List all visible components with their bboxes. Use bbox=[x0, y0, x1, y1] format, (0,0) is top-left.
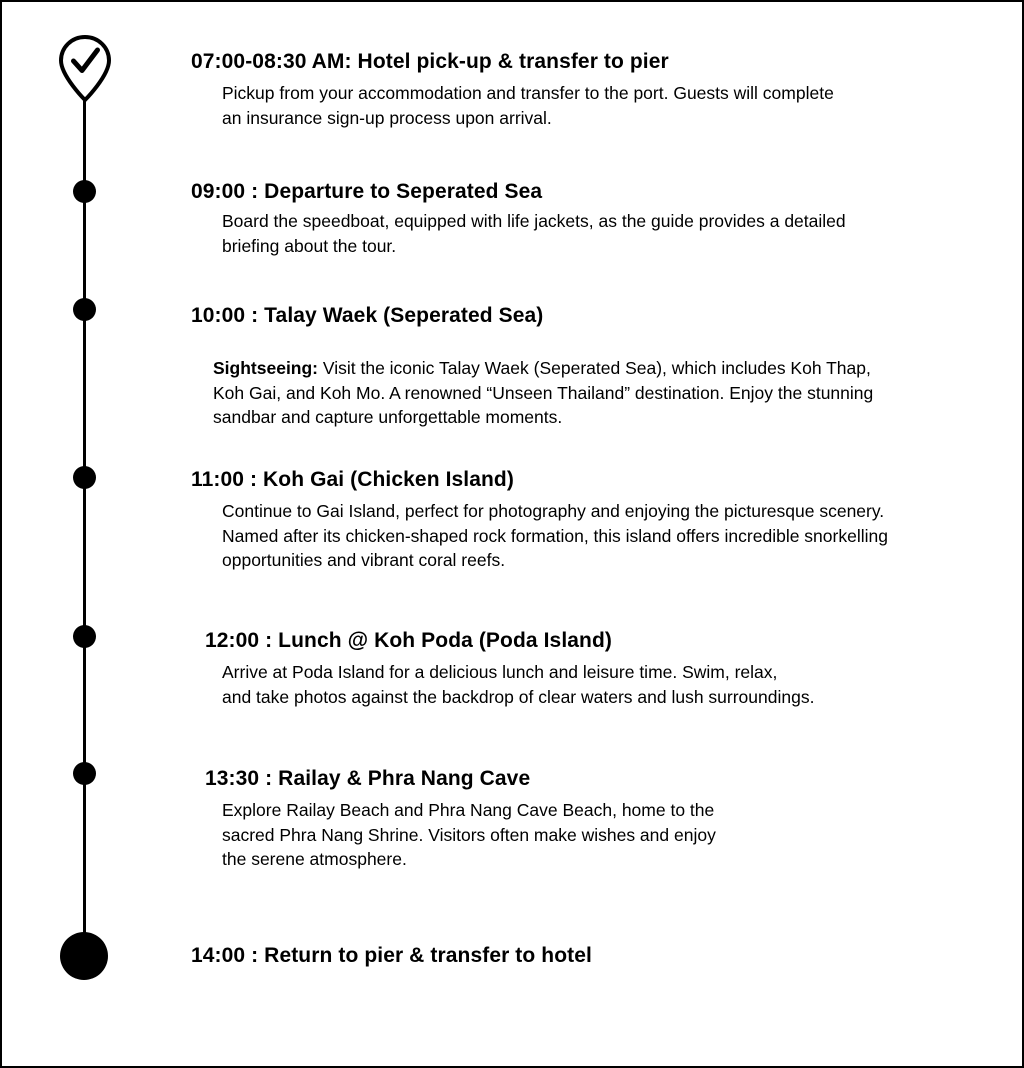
timeline-dot-icon bbox=[73, 625, 96, 648]
timeline-dot-icon bbox=[73, 762, 96, 785]
description-line: sacred Phra Nang Shrine. Visitors often make wishes and enjoy bbox=[222, 824, 716, 845]
description-line: sandbar and capture unforgettable moments. bbox=[213, 407, 563, 427]
stop-title: 14:00 : Return to pier & transfer to hotel bbox=[191, 944, 592, 967]
description-text: Visit the iconic Talay Waek (Seperated Sea), which includes Koh Thap, bbox=[318, 358, 871, 378]
description-line: and take photos against the backdrop of clear waters and lush surroundings. bbox=[222, 686, 815, 707]
timeline-dot-icon bbox=[73, 180, 96, 203]
timeline-line bbox=[83, 97, 86, 957]
stop-title: 10:00 : Talay Waek (Seperated Sea) bbox=[191, 304, 544, 327]
stop-description bbox=[222, 660, 814, 709]
description-line: Named after its chicken-shaped rock formation, this island offers incredible snorkelling bbox=[222, 525, 888, 546]
description-line bbox=[213, 356, 873, 381]
description-line: an insurance sign-up process upon arrival. bbox=[222, 107, 552, 128]
description-line: briefing about the tour. bbox=[222, 235, 397, 256]
description-line: the serene atmosphere. bbox=[222, 849, 407, 869]
timeline-dot-icon bbox=[73, 298, 96, 321]
stop-title: 07:00-08:30 AM: Hotel pick-up & transfer to pier bbox=[191, 50, 669, 73]
timeline-end-dot-icon bbox=[60, 932, 108, 980]
description-line: opportunities and vibrant coral reefs. bbox=[222, 550, 506, 570]
description-line: Arrive at Poda Island for a delicious lunch and leisure time. Swim, relax, bbox=[222, 662, 778, 682]
stop-title: 11:00 : Koh Gai (Chicken Island) bbox=[191, 468, 514, 491]
stop-description bbox=[222, 798, 716, 872]
description-line: Koh Gai, and Koh Mo. A renowned “Unseen Thailand” destination. Enjoy the stunning bbox=[213, 382, 874, 403]
map-pin-check-icon bbox=[58, 34, 112, 104]
timeline-dot-icon bbox=[73, 466, 96, 489]
stop-title: 13:30 : Railay & Phra Nang Cave bbox=[205, 767, 531, 790]
stop-description bbox=[222, 81, 834, 130]
stop-description bbox=[213, 356, 873, 430]
stop-description bbox=[222, 499, 888, 573]
description-line: Board the speedboat, equipped with life jackets, as the guide provides a detailed bbox=[222, 211, 846, 231]
stop-description bbox=[222, 209, 846, 258]
description-line: Pickup from your accommodation and transfer to the port. Guests will complete bbox=[222, 83, 834, 103]
description-line: Continue to Gai Island, perfect for photography and enjoying the picturesque scenery. bbox=[222, 501, 885, 521]
sightseeing-label: Sightseeing: bbox=[213, 358, 319, 378]
stop-title: 09:00 : Departure to Seperated Sea bbox=[191, 180, 543, 203]
description-line: Explore Railay Beach and Phra Nang Cave Beach, home to the bbox=[222, 800, 715, 820]
stop-title: 12:00 : Lunch @ Koh Poda (Poda Island) bbox=[205, 629, 612, 652]
